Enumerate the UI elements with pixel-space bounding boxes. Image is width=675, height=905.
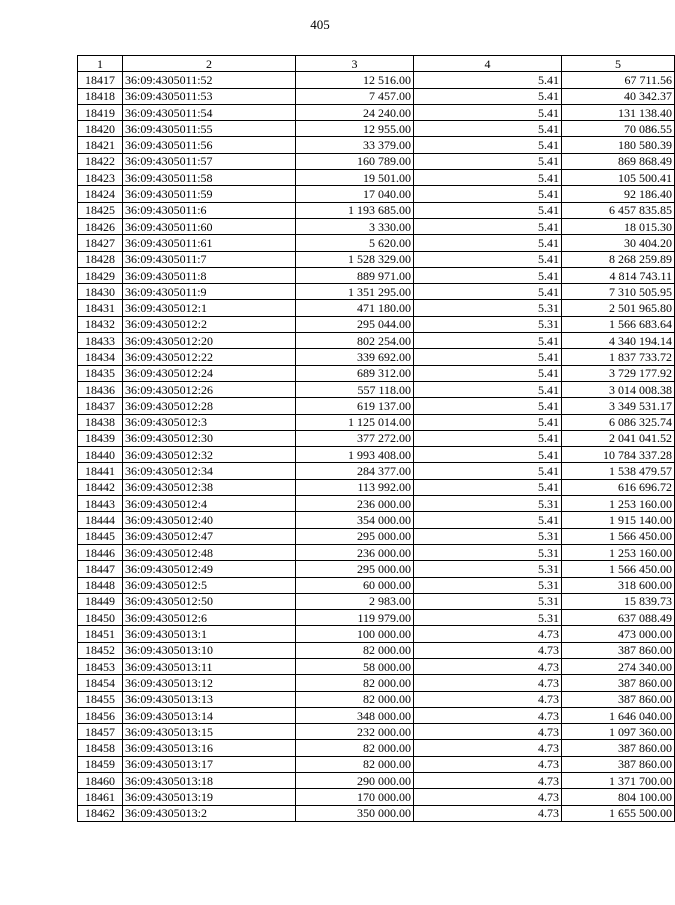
row-number: 18424	[78, 186, 123, 202]
table-row	[78, 365, 675, 381]
row-number: 18428	[78, 251, 123, 267]
row-number: 18418	[78, 88, 123, 104]
area-value: 377 272.00	[296, 430, 414, 446]
total-value: 8 268 259.89	[562, 251, 675, 267]
cadastral-number: 36:09:4305012:24	[123, 365, 296, 381]
area-value: 60 000.00	[296, 577, 414, 593]
table-row	[78, 610, 675, 626]
rate-value: 5.41	[414, 137, 562, 153]
area-value: 5 620.00	[296, 235, 414, 251]
total-value: 387 860.00	[562, 740, 675, 756]
total-value: 70 086.55	[562, 121, 675, 137]
area-value: 1 993 408.00	[296, 447, 414, 463]
cadastral-number: 36:09:4305013:14	[123, 707, 296, 723]
row-number: 18457	[78, 724, 123, 740]
area-value: 113 992.00	[296, 479, 414, 495]
row-number: 18445	[78, 528, 123, 544]
total-value: 1 538 479.57	[562, 463, 675, 479]
row-number: 18455	[78, 691, 123, 707]
row-number: 18431	[78, 300, 123, 316]
total-value: 4 340 194.14	[562, 333, 675, 349]
rate-value: 5.31	[414, 561, 562, 577]
table-row	[78, 805, 675, 821]
total-value: 1 371 700.00	[562, 773, 675, 789]
area-value: 58 000.00	[296, 658, 414, 674]
area-value: 170 000.00	[296, 789, 414, 805]
table-row	[78, 235, 675, 251]
cadastral-number: 36:09:4305012:32	[123, 447, 296, 463]
table-row	[78, 479, 675, 495]
area-value: 82 000.00	[296, 691, 414, 707]
row-number: 18444	[78, 512, 123, 528]
cadastral-number: 36:09:4305011:7	[123, 251, 296, 267]
total-value: 1 253 160.00	[562, 544, 675, 560]
table-row	[78, 512, 675, 528]
row-number: 18453	[78, 658, 123, 674]
table-row	[78, 72, 675, 88]
table-row	[78, 642, 675, 658]
area-value: 339 692.00	[296, 349, 414, 365]
row-number: 18451	[78, 626, 123, 642]
rate-value: 4.73	[414, 805, 562, 821]
cadastral-number: 36:09:4305012:30	[123, 430, 296, 446]
cadastral-number: 36:09:4305011:8	[123, 267, 296, 283]
total-value: 67 711.56	[562, 72, 675, 88]
cadastral-number: 36:09:4305011:55	[123, 121, 296, 137]
rate-value: 5.41	[414, 104, 562, 120]
rate-value: 5.41	[414, 398, 562, 414]
area-value: 802 254.00	[296, 333, 414, 349]
total-value: 387 860.00	[562, 756, 675, 772]
rate-value: 5.41	[414, 463, 562, 479]
cadastral-number: 36:09:4305012:48	[123, 544, 296, 560]
table-row	[78, 773, 675, 789]
row-number: 18452	[78, 642, 123, 658]
row-number: 18439	[78, 430, 123, 446]
rate-value: 4.73	[414, 642, 562, 658]
rate-value: 5.41	[414, 333, 562, 349]
cadastral-number: 36:09:4305012:1	[123, 300, 296, 316]
table-row	[78, 300, 675, 316]
column-header: 5	[562, 56, 675, 72]
row-number: 18446	[78, 544, 123, 560]
total-value: 1 915 140.00	[562, 512, 675, 528]
total-value: 804 100.00	[562, 789, 675, 805]
table-row	[78, 447, 675, 463]
total-value: 105 500.41	[562, 170, 675, 186]
area-value: 33 379.00	[296, 137, 414, 153]
table-row	[78, 463, 675, 479]
rate-value: 4.73	[414, 789, 562, 805]
area-value: 1 528 329.00	[296, 251, 414, 267]
rate-value: 5.41	[414, 267, 562, 283]
table-row	[78, 202, 675, 218]
column-header: 2	[123, 56, 296, 72]
table-row	[78, 398, 675, 414]
cadastral-number: 36:09:4305013:10	[123, 642, 296, 658]
table-row	[78, 496, 675, 512]
cadastral-number: 36:09:4305013:16	[123, 740, 296, 756]
area-value: 295 044.00	[296, 316, 414, 332]
area-value: 1 193 685.00	[296, 202, 414, 218]
area-value: 12 516.00	[296, 72, 414, 88]
rate-value: 5.41	[414, 284, 562, 300]
row-number: 18461	[78, 789, 123, 805]
header-row	[78, 56, 675, 72]
total-value: 131 138.40	[562, 104, 675, 120]
row-number: 18430	[78, 284, 123, 300]
rate-value: 5.41	[414, 479, 562, 495]
total-value: 616 696.72	[562, 479, 675, 495]
total-value: 1 253 160.00	[562, 496, 675, 512]
area-value: 1 125 014.00	[296, 414, 414, 430]
row-number: 18434	[78, 349, 123, 365]
total-value: 92 186.40	[562, 186, 675, 202]
area-value: 82 000.00	[296, 740, 414, 756]
cadastral-number: 36:09:4305012:47	[123, 528, 296, 544]
area-value: 17 040.00	[296, 186, 414, 202]
rate-value: 4.73	[414, 756, 562, 772]
total-value: 473 000.00	[562, 626, 675, 642]
row-number: 18435	[78, 365, 123, 381]
rate-value: 5.31	[414, 577, 562, 593]
total-value: 4 814 743.11	[562, 267, 675, 283]
area-value: 24 240.00	[296, 104, 414, 120]
table-row	[78, 284, 675, 300]
row-number: 18448	[78, 577, 123, 593]
row-number: 18440	[78, 447, 123, 463]
rate-value: 5.41	[414, 349, 562, 365]
row-number: 18442	[78, 479, 123, 495]
row-number: 18427	[78, 235, 123, 251]
total-value: 30 404.20	[562, 235, 675, 251]
area-value: 12 955.00	[296, 121, 414, 137]
area-value: 19 501.00	[296, 170, 414, 186]
rate-value: 4.73	[414, 658, 562, 674]
cadastral-number: 36:09:4305012:22	[123, 349, 296, 365]
total-value: 1 566 450.00	[562, 561, 675, 577]
cadastral-number: 36:09:4305013:18	[123, 773, 296, 789]
table-row	[78, 186, 675, 202]
cadastral-number: 36:09:4305013:1	[123, 626, 296, 642]
table-row	[78, 528, 675, 544]
rate-value: 5.41	[414, 430, 562, 446]
table-row	[78, 593, 675, 609]
cadastral-number: 36:09:4305013:12	[123, 675, 296, 691]
total-value: 1 646 040.00	[562, 707, 675, 723]
table-row	[78, 561, 675, 577]
rate-value: 5.31	[414, 300, 562, 316]
rate-value: 5.41	[414, 170, 562, 186]
row-number: 18420	[78, 121, 123, 137]
cadastral-number: 36:09:4305011:60	[123, 218, 296, 234]
area-value: 348 000.00	[296, 707, 414, 723]
area-value: 889 971.00	[296, 267, 414, 283]
table-row	[78, 691, 675, 707]
cadastral-number: 36:09:4305011:57	[123, 153, 296, 169]
cadastral-number: 36:09:4305012:4	[123, 496, 296, 512]
total-value: 40 342.37	[562, 88, 675, 104]
cadastral-number: 36:09:4305011:58	[123, 170, 296, 186]
rate-value: 4.73	[414, 724, 562, 740]
table-row	[78, 121, 675, 137]
row-number: 18438	[78, 414, 123, 430]
rate-value: 5.41	[414, 414, 562, 430]
total-value: 1 566 450.00	[562, 528, 675, 544]
row-number: 18417	[78, 72, 123, 88]
area-value: 82 000.00	[296, 642, 414, 658]
cadastral-number: 36:09:4305013:11	[123, 658, 296, 674]
cadastral-number: 36:09:4305012:28	[123, 398, 296, 414]
cadastral-number: 36:09:4305012:3	[123, 414, 296, 430]
area-value: 689 312.00	[296, 365, 414, 381]
column-header: 1	[78, 56, 123, 72]
row-number: 18456	[78, 707, 123, 723]
total-value: 2 041 041.52	[562, 430, 675, 446]
row-number: 18425	[78, 202, 123, 218]
table-row	[78, 333, 675, 349]
rate-value: 5.41	[414, 235, 562, 251]
table-row	[78, 267, 675, 283]
rate-value: 4.73	[414, 707, 562, 723]
rate-value: 5.41	[414, 512, 562, 528]
rate-value: 5.41	[414, 365, 562, 381]
cadastral-number: 36:09:4305013:17	[123, 756, 296, 772]
area-value: 2 983.00	[296, 593, 414, 609]
row-number: 18436	[78, 381, 123, 397]
area-value: 290 000.00	[296, 773, 414, 789]
area-value: 3 330.00	[296, 218, 414, 234]
table-row	[78, 724, 675, 740]
cadastral-number: 36:09:4305011:56	[123, 137, 296, 153]
total-value: 387 860.00	[562, 691, 675, 707]
row-number: 18423	[78, 170, 123, 186]
area-value: 100 000.00	[296, 626, 414, 642]
row-number: 18419	[78, 104, 123, 120]
data-table	[77, 55, 675, 822]
rate-value: 5.31	[414, 544, 562, 560]
rate-value: 5.31	[414, 610, 562, 626]
cadastral-number: 36:09:4305012:38	[123, 479, 296, 495]
rate-value: 5.41	[414, 72, 562, 88]
total-value: 387 860.00	[562, 642, 675, 658]
area-value: 236 000.00	[296, 496, 414, 512]
table-row	[78, 316, 675, 332]
total-value: 3 014 008.38	[562, 381, 675, 397]
cadastral-number: 36:09:4305013:15	[123, 724, 296, 740]
cadastral-number: 36:09:4305012:2	[123, 316, 296, 332]
area-value: 557 118.00	[296, 381, 414, 397]
total-value: 1 837 733.72	[562, 349, 675, 365]
row-number: 18421	[78, 137, 123, 153]
rate-value: 5.41	[414, 218, 562, 234]
rate-value: 4.73	[414, 691, 562, 707]
table-row	[78, 626, 675, 642]
row-number: 18422	[78, 153, 123, 169]
row-number: 18432	[78, 316, 123, 332]
total-value: 3 729 177.92	[562, 365, 675, 381]
rate-value: 5.31	[414, 593, 562, 609]
rate-value: 4.73	[414, 675, 562, 691]
row-number: 18441	[78, 463, 123, 479]
total-value: 869 868.49	[562, 153, 675, 169]
row-number: 18462	[78, 805, 123, 821]
table-row	[78, 218, 675, 234]
table-row	[78, 137, 675, 153]
total-value: 18 015.30	[562, 218, 675, 234]
rate-value: 5.41	[414, 186, 562, 202]
cadastral-number: 36:09:4305012:34	[123, 463, 296, 479]
rate-value: 5.31	[414, 496, 562, 512]
total-value: 1 566 683.64	[562, 316, 675, 332]
area-value: 160 789.00	[296, 153, 414, 169]
rate-value: 5.31	[414, 316, 562, 332]
row-number: 18449	[78, 593, 123, 609]
column-header: 4	[414, 56, 562, 72]
total-value: 10 784 337.28	[562, 447, 675, 463]
area-value: 350 000.00	[296, 805, 414, 821]
cadastral-number: 36:09:4305012:49	[123, 561, 296, 577]
total-value: 7 310 505.95	[562, 284, 675, 300]
rate-value: 5.41	[414, 447, 562, 463]
area-value: 295 000.00	[296, 528, 414, 544]
row-number: 18437	[78, 398, 123, 414]
cadastral-number: 36:09:4305011:53	[123, 88, 296, 104]
total-value: 15 839.73	[562, 593, 675, 609]
row-number: 18460	[78, 773, 123, 789]
total-value: 274 340.00	[562, 658, 675, 674]
area-value: 471 180.00	[296, 300, 414, 316]
rate-value: 4.73	[414, 740, 562, 756]
rate-value: 4.73	[414, 773, 562, 789]
total-value: 180 580.39	[562, 137, 675, 153]
rate-value: 5.41	[414, 153, 562, 169]
total-value: 1 655 500.00	[562, 805, 675, 821]
total-value: 6 457 835.85	[562, 202, 675, 218]
table-row	[78, 153, 675, 169]
area-value: 232 000.00	[296, 724, 414, 740]
area-value: 82 000.00	[296, 756, 414, 772]
table-row	[78, 577, 675, 593]
row-number: 18450	[78, 610, 123, 626]
row-number: 18459	[78, 756, 123, 772]
cadastral-number: 36:09:4305011:59	[123, 186, 296, 202]
area-value: 619 137.00	[296, 398, 414, 414]
rate-value: 5.41	[414, 202, 562, 218]
cadastral-number: 36:09:4305012:20	[123, 333, 296, 349]
total-value: 1 097 360.00	[562, 724, 675, 740]
cadastral-number: 36:09:4305013:19	[123, 789, 296, 805]
column-header: 3	[296, 56, 414, 72]
table-row	[78, 544, 675, 560]
cadastral-number: 36:09:4305012:26	[123, 381, 296, 397]
area-value: 354 000.00	[296, 512, 414, 528]
table-row	[78, 170, 675, 186]
cadastral-number: 36:09:4305012:40	[123, 512, 296, 528]
total-value: 637 088.49	[562, 610, 675, 626]
cadastral-number: 36:09:4305013:13	[123, 691, 296, 707]
cadastral-number: 36:09:4305012:5	[123, 577, 296, 593]
area-value: 295 000.00	[296, 561, 414, 577]
cadastral-number: 36:09:4305011:61	[123, 235, 296, 251]
cadastral-number: 36:09:4305012:6	[123, 610, 296, 626]
total-value: 318 600.00	[562, 577, 675, 593]
area-value: 284 377.00	[296, 463, 414, 479]
area-value: 1 351 295.00	[296, 284, 414, 300]
row-number: 18433	[78, 333, 123, 349]
cadastral-number: 36:09:4305012:50	[123, 593, 296, 609]
table-row	[78, 707, 675, 723]
rate-value: 5.41	[414, 88, 562, 104]
row-number: 18447	[78, 561, 123, 577]
table-row	[78, 104, 675, 120]
row-number: 18454	[78, 675, 123, 691]
total-value: 2 501 965.80	[562, 300, 675, 316]
table-row	[78, 658, 675, 674]
total-value: 6 086 325.74	[562, 414, 675, 430]
table-row	[78, 789, 675, 805]
page-number: 405	[310, 17, 330, 32]
total-value: 387 860.00	[562, 675, 675, 691]
rate-value: 5.41	[414, 251, 562, 267]
total-value: 3 349 531.17	[562, 398, 675, 414]
rate-value: 5.31	[414, 528, 562, 544]
table-row	[78, 756, 675, 772]
table-row	[78, 430, 675, 446]
table-row	[78, 349, 675, 365]
table-row	[78, 381, 675, 397]
row-number: 18458	[78, 740, 123, 756]
cadastral-number: 36:09:4305011:6	[123, 202, 296, 218]
table-row	[78, 414, 675, 430]
table-row	[78, 251, 675, 267]
rate-value: 4.73	[414, 626, 562, 642]
area-value: 119 979.00	[296, 610, 414, 626]
area-value: 82 000.00	[296, 675, 414, 691]
row-number: 18426	[78, 218, 123, 234]
area-value: 236 000.00	[296, 544, 414, 560]
table-row	[78, 675, 675, 691]
cadastral-number: 36:09:4305011:9	[123, 284, 296, 300]
row-number: 18443	[78, 496, 123, 512]
cadastral-number: 36:09:4305013:2	[123, 805, 296, 821]
row-number: 18429	[78, 267, 123, 283]
cadastral-number: 36:09:4305011:52	[123, 72, 296, 88]
area-value: 7 457.00	[296, 88, 414, 104]
cadastral-number: 36:09:4305011:54	[123, 104, 296, 120]
table-row	[78, 740, 675, 756]
rate-value: 5.41	[414, 381, 562, 397]
table-row	[78, 88, 675, 104]
rate-value: 5.41	[414, 121, 562, 137]
